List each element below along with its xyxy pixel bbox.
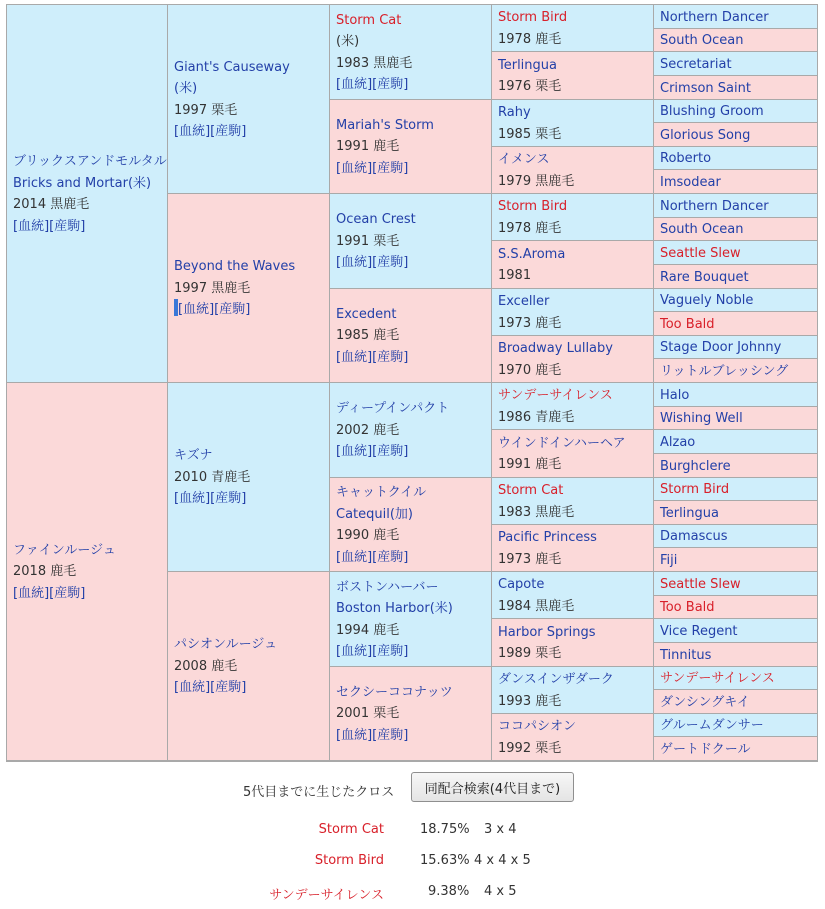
horse-name-link[interactable]: Fiji bbox=[660, 552, 678, 568]
pedigree-cell-gen5 bbox=[654, 194, 817, 218]
horse-info: 1985 鹿毛 bbox=[336, 328, 400, 344]
text-cursor bbox=[174, 299, 178, 316]
horse-name-link[interactable]: Imsodear bbox=[660, 174, 721, 190]
pedigree-cell-gen4 bbox=[492, 289, 654, 336]
horse-name-link[interactable]: Excedent bbox=[336, 306, 397, 322]
horse-name-link[interactable]: Broadway Lullaby bbox=[498, 341, 613, 356]
horse-name-link[interactable]: Storm Bird bbox=[498, 10, 568, 25]
pedigree-offspring-links[interactable]: [血統][産駒] bbox=[336, 160, 409, 176]
horse-info: 1983 黒鹿毛 bbox=[336, 55, 413, 71]
horse-info: 2010 青鹿毛 bbox=[174, 469, 251, 485]
horse-name-link[interactable]: Damascus bbox=[660, 529, 728, 544]
horse-name-link[interactable]: Northern Dancer bbox=[660, 9, 769, 25]
horse-name-en-link[interactable]: Catequil(加) bbox=[336, 506, 413, 522]
horse-name-link[interactable]: Glorious Song bbox=[660, 127, 751, 143]
horse-info: 1970 鹿毛 bbox=[498, 362, 562, 378]
horse-name-link[interactable]: Storm Bird bbox=[498, 199, 568, 214]
pedigree-cell-gen5 bbox=[654, 29, 817, 52]
pedigree-cell-gen5 bbox=[654, 265, 817, 289]
pedigree-offspring-links[interactable]: [血統][産駒] bbox=[336, 255, 409, 271]
horse-name-link[interactable]: Giant's Causeway bbox=[174, 59, 290, 75]
pedigree-cell-gen3 bbox=[330, 289, 492, 383]
horse-origin: (米) bbox=[336, 34, 360, 49]
cross-title: 5代目までに生じたクロス bbox=[243, 785, 395, 800]
pedigree-cell-gen3 bbox=[330, 5, 492, 100]
horse-info: 2014 黒鹿毛 bbox=[13, 197, 90, 212]
same-mating-search-button[interactable]: 同配合検索(4代目まで) bbox=[411, 772, 574, 802]
horse-info: 1989 栗毛 bbox=[498, 646, 562, 661]
horse-origin[interactable]: (米) bbox=[174, 81, 198, 96]
pedigree-cell-gen4 bbox=[492, 667, 654, 714]
horse-name-link[interactable]: ディープインパクト bbox=[336, 401, 450, 417]
horse-name-link[interactable]: ウインドインハーヘア bbox=[498, 435, 626, 451]
pedigree-cell-gen5 bbox=[654, 525, 817, 548]
horse-name-link[interactable]: リットルブレッシング bbox=[660, 363, 789, 379]
horse-name-link[interactable]: イメンス bbox=[498, 152, 550, 167]
pedigree-cell-gen5 bbox=[654, 241, 817, 265]
pedigree-cell-gen4 bbox=[492, 5, 654, 52]
horse-info: 1976 栗毛 bbox=[498, 79, 562, 94]
pedigree-cell-gen5 bbox=[654, 714, 817, 737]
horse-name-link[interactable]: Terlingua bbox=[498, 57, 557, 73]
pedigree-cell-gen4 bbox=[492, 336, 654, 383]
pedigree-offspring-links[interactable]: [血統][産駒] bbox=[174, 680, 247, 696]
pedigree-cell-gen5 bbox=[654, 478, 817, 501]
horse-name-link[interactable]: Too Bald bbox=[660, 316, 715, 332]
horse-name-link[interactable]: ゲートドクール bbox=[660, 741, 751, 757]
pedigree-cell-gen1 bbox=[7, 383, 168, 761]
cross-horse-link[interactable]: Storm Cat bbox=[318, 822, 384, 837]
pedigree-cell-gen4 bbox=[492, 52, 654, 100]
horse-name-link[interactable]: ダンスインザダーク bbox=[498, 672, 614, 687]
horse-info: 1991 鹿毛 bbox=[336, 139, 400, 155]
horse-name-link[interactable]: Secretariat bbox=[660, 56, 732, 72]
horse-info: 1993 鹿毛 bbox=[498, 693, 562, 709]
horse-info: 1986 青鹿毛 bbox=[498, 409, 575, 425]
pedigree-cell-gen5 bbox=[654, 52, 817, 76]
pedigree-cell-gen3 bbox=[330, 667, 492, 761]
horse-name-link[interactable]: Alzao bbox=[660, 434, 696, 450]
horse-name-link[interactable]: Mariah's Storm bbox=[336, 117, 434, 133]
horse-name-link[interactable]: Blushing Groom bbox=[660, 104, 764, 119]
pedigree-cell-gen5 bbox=[654, 336, 817, 359]
horse-info: 1991 鹿毛 bbox=[498, 457, 562, 472]
horse-info: 1997 栗毛 bbox=[174, 102, 238, 118]
pedigree-cell-gen5 bbox=[654, 76, 817, 100]
pedigree-cell-gen5 bbox=[654, 596, 817, 619]
pedigree-cell-gen2 bbox=[168, 572, 330, 761]
horse-info: 2018 鹿毛 bbox=[13, 564, 77, 580]
horse-name-link[interactable]: Stage Door Johnny bbox=[660, 340, 782, 355]
pedigree-offspring-links[interactable]: [血統][産駒] bbox=[336, 444, 409, 460]
cross-percentage: 15.63% bbox=[420, 853, 470, 868]
pedigree-cell-gen4 bbox=[492, 241, 654, 289]
pedigree-cell-gen4 bbox=[492, 100, 654, 147]
pedigree-cell-gen5 bbox=[654, 5, 817, 29]
horse-info: 2002 鹿毛 bbox=[336, 422, 400, 438]
pedigree-cell-gen5 bbox=[654, 430, 817, 454]
horse-name-link[interactable]: サンデーサイレンス bbox=[498, 388, 613, 403]
pedigree-cell-gen2 bbox=[168, 194, 330, 383]
pedigree-cell-gen5 bbox=[654, 690, 817, 714]
horse-name-link[interactable]: Too Bald bbox=[660, 600, 715, 615]
pedigree-cell-gen4 bbox=[492, 147, 654, 194]
pedigree-cell-gen5 bbox=[654, 123, 817, 147]
pedigree-offspring-links[interactable]: [血統][産駒] bbox=[174, 491, 247, 507]
horse-info: 1991 栗毛 bbox=[336, 233, 400, 249]
horse-name-link[interactable]: Burghclere bbox=[660, 458, 731, 474]
pedigree-offspring-links[interactable]: [血統][産駒] bbox=[13, 218, 86, 234]
horse-name-link[interactable]: ファインルージュ bbox=[13, 542, 116, 558]
horse-name-link[interactable]: セクシーココナッツ bbox=[336, 684, 453, 700]
horse-name-link[interactable]: ダンシングキイ bbox=[660, 694, 750, 710]
pedigree-cell-gen5 bbox=[654, 737, 817, 761]
horse-name-link[interactable]: Storm Bird bbox=[660, 482, 730, 497]
horse-name-link[interactable]: Capote bbox=[498, 577, 545, 592]
pedigree-cell-gen5 bbox=[654, 218, 817, 241]
horse-name-link[interactable]: Pacific Princess bbox=[498, 530, 597, 545]
pedigree-cell-gen5 bbox=[654, 289, 817, 312]
horse-info: 1978 鹿毛 bbox=[498, 220, 562, 236]
pedigree-cell-gen5 bbox=[654, 383, 817, 407]
horse-name-link[interactable]: Terlingua bbox=[660, 505, 719, 521]
horse-name-link[interactable]: パシオンルージュ bbox=[174, 637, 278, 653]
horse-info: 1973 鹿毛 bbox=[498, 315, 562, 331]
horse-name-link[interactable]: Rahy bbox=[498, 105, 531, 120]
horse-info: 1992 栗毛 bbox=[498, 740, 562, 756]
pedigree-cell-gen4 bbox=[492, 714, 654, 761]
pedigree-offspring-links[interactable]: [血統][産駒] bbox=[336, 727, 409, 743]
horse-name-link[interactable]: Roberto bbox=[660, 151, 712, 166]
pedigree-cell-gen5 bbox=[654, 100, 817, 123]
pedigree-table bbox=[6, 4, 818, 762]
pedigree-cell-gen3 bbox=[330, 100, 492, 194]
horse-name-link[interactable]: Rare Bouquet bbox=[660, 269, 749, 285]
horse-info: 2008 鹿毛 bbox=[174, 658, 238, 674]
cross-percentage: 9.38% bbox=[428, 884, 470, 899]
horse-info: 2001 栗毛 bbox=[336, 706, 400, 722]
horse-info: 1997 黒鹿毛 bbox=[174, 280, 251, 296]
pedigree-cell-gen5 bbox=[654, 548, 817, 572]
pedigree-cell-gen5 bbox=[654, 407, 817, 430]
pedigree-cell-gen3 bbox=[330, 478, 492, 572]
pedigree-cell-gen4 bbox=[492, 619, 654, 667]
cross-horse-link[interactable]: Storm Bird bbox=[314, 853, 384, 868]
horse-name-link[interactable]: S.S.Aroma bbox=[498, 246, 566, 262]
cross-percentage: 18.75% bbox=[420, 822, 470, 837]
horse-name-link[interactable]: キャットクイル bbox=[336, 485, 427, 500]
pedigree-cell-gen4 bbox=[492, 572, 654, 619]
pedigree-cell-gen5 bbox=[654, 147, 817, 170]
pedigree-cell-gen5 bbox=[654, 501, 817, 525]
horse-name-link[interactable]: Ocean Crest bbox=[336, 212, 416, 228]
horse-name-link[interactable]: キズナ bbox=[174, 448, 213, 464]
cross-generations: 4 x 5 bbox=[484, 884, 517, 899]
horse-name-link[interactable]: Beyond the Waves bbox=[174, 259, 296, 275]
pedigree-cell-gen5 bbox=[654, 359, 817, 383]
horse-name-en-link[interactable]: Bricks and Mortar(米) bbox=[13, 175, 152, 191]
horse-name-link[interactable]: South Ocean bbox=[660, 222, 744, 237]
horse-name-link[interactable]: Harbor Springs bbox=[498, 624, 596, 640]
horse-name-link[interactable]: Storm Cat bbox=[498, 483, 564, 498]
pedigree-cell-gen5 bbox=[654, 667, 817, 690]
pedigree-cell-gen1 bbox=[7, 5, 168, 383]
horse-info: 1990 鹿毛 bbox=[336, 528, 400, 543]
horse-name-link[interactable]: Wishing Well bbox=[660, 411, 743, 426]
cross-row bbox=[0, 822, 825, 844]
horse-name-link[interactable]: Seattle Slew bbox=[660, 576, 741, 592]
horse-info: 1983 黒鹿毛 bbox=[498, 504, 575, 520]
pedigree-offspring-links[interactable]: [血統][産駒] bbox=[336, 644, 409, 659]
pedigree-cell-gen3 bbox=[330, 572, 492, 667]
cross-horse-link[interactable]: サンデーサイレンス bbox=[269, 888, 384, 903]
pedigree-offspring-links[interactable]: [血統][産駒] bbox=[336, 77, 409, 92]
horse-name-en-link[interactable]: Boston Harbor(米) bbox=[336, 601, 453, 616]
pedigree-cell-gen4 bbox=[492, 525, 654, 572]
horse-name-link[interactable]: Tinnitus bbox=[660, 647, 712, 663]
pedigree-cell-gen5 bbox=[654, 572, 817, 596]
pedigree-cell-gen5 bbox=[654, 643, 817, 667]
horse-name-link[interactable]: Vaguely Noble bbox=[660, 293, 754, 308]
horse-info: 1973 鹿毛 bbox=[498, 551, 562, 567]
pedigree-cell-gen3 bbox=[330, 194, 492, 289]
horse-name-link[interactable]: Halo bbox=[660, 387, 690, 403]
horse-name-link[interactable]: Seattle Slew bbox=[660, 245, 741, 261]
horse-name-link[interactable]: Exceller bbox=[498, 294, 550, 309]
pedigree-cell-gen4 bbox=[492, 430, 654, 478]
pedigree-cell-gen5 bbox=[654, 312, 817, 336]
horse-info: 1985 栗毛 bbox=[498, 126, 562, 142]
pedigree-cell-gen5 bbox=[654, 619, 817, 643]
horse-name-link[interactable]: Vice Regent bbox=[660, 623, 738, 639]
horse-name-link[interactable]: サンデーサイレンス bbox=[660, 671, 775, 686]
pedigree-offspring-links[interactable]: [血統][産駒] bbox=[336, 549, 409, 565]
horse-name-link[interactable]: ブリックスアンドモルタル bbox=[13, 154, 167, 169]
cross-row bbox=[0, 884, 825, 906]
horse-name-link[interactable]: ココパシオン bbox=[498, 719, 577, 734]
horse-info: 1994 鹿毛 bbox=[336, 622, 400, 638]
horse-info: 1984 黒鹿毛 bbox=[498, 598, 575, 614]
pedigree-offspring-links[interactable]: [血統][産駒] bbox=[336, 349, 409, 365]
horse-name-link[interactable]: Northern Dancer bbox=[660, 198, 769, 214]
pedigree-cell-gen2 bbox=[168, 383, 330, 572]
pedigree-offspring-links[interactable]: [血統][産駒] bbox=[174, 124, 247, 139]
horse-info: 1979 黒鹿毛 bbox=[498, 173, 575, 189]
pedigree-cell-gen5 bbox=[654, 454, 817, 478]
pedigree-cell-gen4 bbox=[492, 383, 654, 430]
horse-name-link[interactable]: Crimson Saint bbox=[660, 80, 751, 96]
horse-name-link[interactable]: South Ocean bbox=[660, 33, 744, 48]
cross-row bbox=[0, 853, 825, 875]
horse-name-link[interactable]: グルームダンサー bbox=[660, 718, 764, 733]
horse-info: 1981 bbox=[498, 268, 532, 283]
cross-generations: 4 x 4 x 5 bbox=[474, 853, 531, 868]
pedigree-cell-gen5 bbox=[654, 170, 817, 194]
horse-info: 1978 鹿毛 bbox=[498, 31, 562, 47]
horse-name-link[interactable]: ボストンハーバー bbox=[336, 579, 439, 595]
pedigree-cell-gen3 bbox=[330, 383, 492, 478]
pedigree-offspring-links[interactable]: [血統][産駒] bbox=[13, 585, 86, 601]
pedigree-cell-gen2 bbox=[168, 5, 330, 194]
cross-generations: 3 x 4 bbox=[484, 822, 517, 837]
pedigree-offspring-links[interactable]: [血統][産駒] bbox=[174, 299, 323, 321]
pedigree-cell-gen4 bbox=[492, 194, 654, 241]
pedigree-cell-gen4 bbox=[492, 478, 654, 525]
horse-name-link[interactable]: Storm Cat bbox=[336, 12, 402, 28]
